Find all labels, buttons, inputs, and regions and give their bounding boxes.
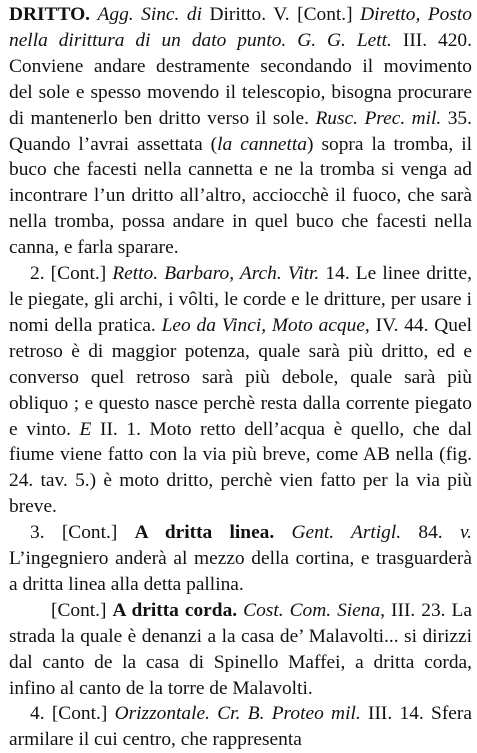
entry-paragraph-5	[9, 701, 472, 753]
grammar-note: Agg. Sinc. di	[97, 4, 202, 25]
phrase-headword: A dritta corda.	[112, 599, 238, 621]
citation-text: III. 23. La strada la quale è denanzi a la casa de’ Malavolti... si dirizzi dal canto de la casa di Spinello Maffei, a dritta corda, infino al canto de la torre de Malavolti.	[9, 599, 472, 699]
entry-paragraph-2	[9, 261, 472, 520]
citation-source: Leo da Vinci, Moto acque,	[161, 314, 370, 336]
citation-text: 35. Quando l’avrai assettata (	[9, 107, 472, 155]
definition: Retto. Barbaro, Arch. Vitr.	[112, 263, 320, 285]
citation-source: Cost. Com. Siena,	[243, 599, 386, 621]
reference-marker: [Cont.]	[51, 599, 107, 621]
citation-text: 14. Le linee dritte, le piegate, gli archi, i vôlti, le corde e le dritture, per usare i nomi della pratica.	[9, 263, 472, 336]
sense-number: 2. [Cont.]	[30, 263, 107, 285]
citation-text: IV. 44. Quel retroso è di maggior potenza, quale sarà più dritto, ed e converso quel retroso sarà più debole, quale sarà più obliquo ; e questo nasce perchè resta dalla corrente piegato e vinto.	[9, 314, 472, 440]
gloss: la cannetta	[217, 133, 307, 155]
citation-text: L’ingegniero anderà al mezzo della cortina, e trasguarderà a dritta linea alla detta pallina.	[9, 548, 472, 595]
entry-paragraph-1	[9, 2, 472, 261]
citation-text: III. 14. Sfera armilare il cui centro, che rappresenta	[9, 703, 472, 751]
cross-reference: Diritto.	[209, 4, 267, 25]
phrase-headword: A dritta linea.	[134, 522, 275, 544]
citation-source: Gent. Artigl.	[291, 522, 402, 544]
citation-source: Rusc. Prec. mil.	[315, 107, 442, 129]
citation-text: 84.	[418, 522, 443, 544]
citation-text: III. 420. Conviene andare destramente secondando il movimento del sole e spesso movendo il telescopio, bisogna procurare di mantenerlo ben dritto verso il sole.	[9, 29, 472, 129]
citation-text: II. 1. Moto retto dell’acqua è quello, che dal fiume viene fatto con la via più breve, come AB nella (fig. 24. tav. 5.) è moto dritto, perchè vien fatto per la via più breve.	[9, 418, 472, 518]
entry-paragraph-4	[9, 598, 472, 702]
entry-paragraph-3	[9, 520, 472, 598]
sense-number: 4. [Cont.]	[30, 703, 108, 725]
citation-source: E	[79, 418, 92, 440]
definition: Diretto, Posto nella dirittura di un dato punto. G. G. Lett.	[9, 4, 472, 51]
citation-note: v.	[459, 522, 472, 544]
citation-text: ) sopra la tromba, il buco che facesti nella cannetta e ne la tromba si venga ad incontrare l’un dritto all’altro, acciocchè il fuoco, che sarà nella tromba, possa andare in quel buco che facesti nella canna, e farla sparare.	[9, 133, 473, 259]
headword: DRITTO.	[9, 4, 90, 25]
definition: Orizzontale. Cr. B. Proteo mil.	[114, 703, 361, 725]
sense-number: 3. [Cont.]	[30, 522, 118, 544]
reference-marker: V. [Cont.]	[273, 4, 353, 25]
